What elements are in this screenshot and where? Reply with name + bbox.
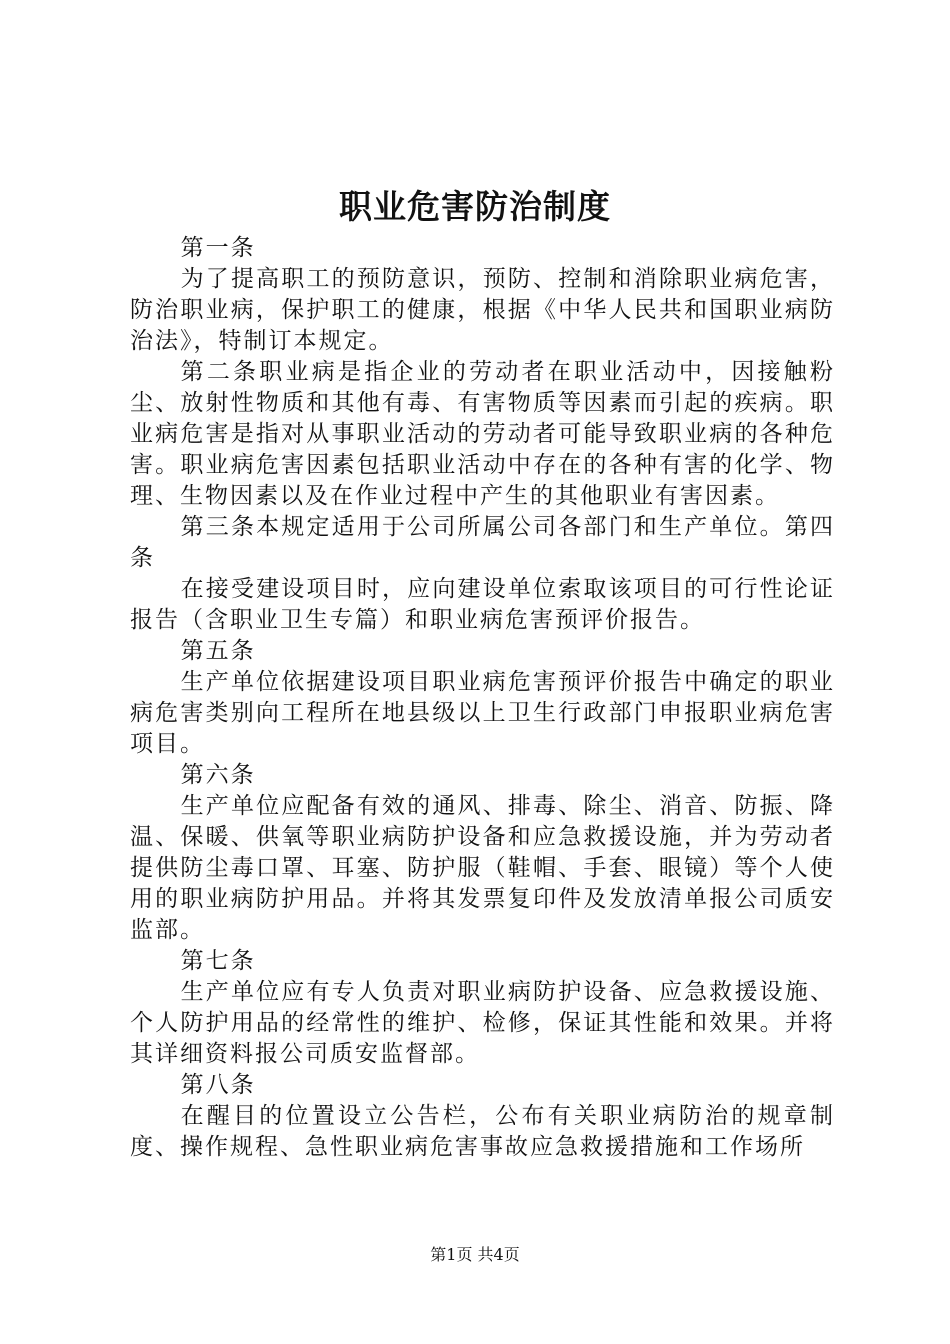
paragraph: 第八条 [180, 1072, 256, 1098]
paragraph: 在接受建设项目时，应向建设单位索取该项目的可行性论证报告（含职业卫生专篇）和职业病危害预评价报告。 [130, 576, 835, 633]
paragraph: 第三条本规定适用于公司所属公司各部门和生产单位。第四条 [130, 514, 835, 571]
paragraph: 第五条 [180, 638, 256, 664]
page-footer: 第1页 共4页 [430, 1245, 520, 1264]
paragraph: 第六条 [180, 762, 256, 788]
document-title: 职业危害防治制度 [339, 187, 611, 226]
paragraph: 第一条 [180, 235, 256, 261]
paragraph: 生产单位应配备有效的通风、排毒、除尘、消音、防振、降温、保暖、供氧等职业病防护设备和应急救援设施，并为劳动者提供防尘毒口罩、耳塞、防护服（鞋帽、手套、眼镜）等个人使用的职业病防护用品。并将其发票复印件及发放清单报公司质安监部。 [130, 793, 835, 943]
paragraph: 在醒目的位置设立公告栏，公布有关职业病防治的规章制度、操作规程、急性职业病危害事故应急救援措施和工作场所 [130, 1103, 835, 1160]
document-body [130, 233, 835, 1163]
paragraph: 第二条职业病是指企业的劳动者在职业活动中，因接触粉尘、放射性物质和其他有毒、有害物质等因素而引起的疾病。职业病危害是指对从事职业活动的劳动者可能导致职业病的各种危害。职业病危害因素包括职业活动中存在的各种有害的化学、物理、生物因素以及在作业过程中产生的其他职业有害因素。 [130, 359, 835, 509]
paragraph: 生产单位依据建设项目职业病危害预评价报告中确定的职业病危害类别向工程所在地县级以上卫生行政部门申报职业病危害项目。 [130, 669, 835, 757]
paragraph: 第七条 [180, 948, 256, 974]
paragraph: 生产单位应有专人负责对职业病防护设备、应急救援设施、个人防护用品的经常性的维护、检修，保证其性能和效果。并将其详细资料报公司质安监督部。 [130, 979, 835, 1067]
paragraph: 为了提高职工的预防意识，预防、控制和消除职业病危害，防治职业病，保护职工的健康，根据《中华人民共和国职业病防治法》，特制订本规定。 [130, 266, 835, 354]
